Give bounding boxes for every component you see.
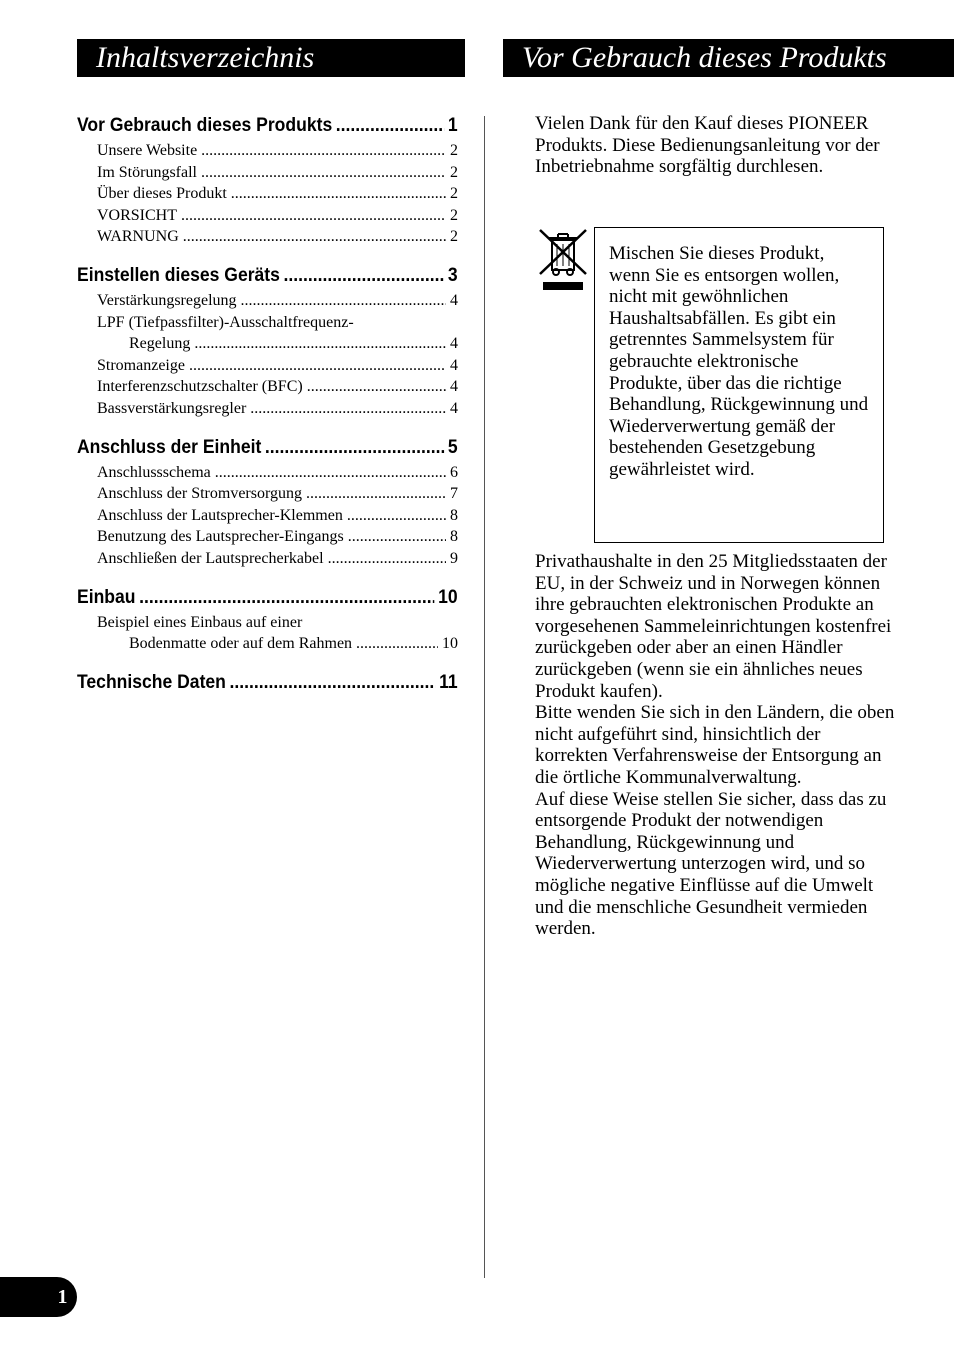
toc-leader-dots xyxy=(336,112,445,138)
toc-entry[interactable] xyxy=(77,140,458,162)
toc-title-label: Anschluss der Einheit xyxy=(77,435,262,458)
toc-entry[interactable] xyxy=(77,355,458,377)
toc-entry-page: 4 xyxy=(450,399,458,417)
toc-entry[interactable] xyxy=(77,526,458,548)
table-of-contents xyxy=(77,112,458,697)
toc-entry-label: Interferenzschutzschalter (BFC) xyxy=(97,378,303,396)
toc-leader-dots xyxy=(201,140,446,162)
toc-title-label: Einbau xyxy=(77,585,136,608)
toc-leader-dots xyxy=(348,526,446,548)
toc-leader-dots xyxy=(250,398,446,420)
toc-section xyxy=(77,262,458,420)
toc-leader-dots xyxy=(347,505,446,527)
toc-page-number: 1 xyxy=(447,114,458,136)
toc-leader-dots xyxy=(229,669,435,695)
toc-entry-page: 7 xyxy=(450,485,458,503)
toc-section xyxy=(77,434,458,570)
toc-leader-dots xyxy=(241,290,446,312)
body-paragraph-2: Bitte wenden Sie sich in den Ländern, die oben nicht aufgeführt sind, hinsichtlich der korrekten Verfahrensweise der Entsorgung an die örtliche Kommunalverwaltung. xyxy=(535,702,895,788)
weee-bin-icon xyxy=(536,226,590,292)
toc-title-label: Technische Daten xyxy=(77,670,226,693)
toc-entry-page: 4 xyxy=(450,291,458,309)
toc-entry[interactable] xyxy=(77,226,458,248)
section-header: Vor Gebrauch dieses Produkts xyxy=(503,39,954,77)
column-divider xyxy=(484,116,485,1278)
toc-leader-dots xyxy=(265,434,444,460)
toc-entry-label: Verstärkungsregelung xyxy=(97,291,237,309)
toc-entry-page: 2 xyxy=(450,206,458,224)
toc-leader-dots xyxy=(215,462,446,484)
toc-section-title[interactable] xyxy=(77,434,458,460)
toc-entry-label: Bodenmatte oder auf dem Rahmen xyxy=(129,635,353,653)
toc-page-number: 5 xyxy=(447,435,458,458)
toc-entry-page: 10 xyxy=(442,635,458,653)
toc-section-title[interactable] xyxy=(77,112,458,138)
toc-entry[interactable] xyxy=(77,290,458,312)
toc-page-number: 3 xyxy=(447,263,458,286)
toc-entry-label: VORSICHT xyxy=(97,206,178,224)
toc-leader-dots xyxy=(328,548,446,570)
toc-entry-label: Anschließen der Lautsprecherkabel xyxy=(97,549,324,567)
toc-section xyxy=(77,584,458,655)
toc-leader-dots xyxy=(189,355,446,377)
toc-leader-dots xyxy=(307,376,446,398)
disposal-body xyxy=(535,551,895,940)
toc-leader-dots xyxy=(181,205,446,227)
toc-entry[interactable] xyxy=(77,398,458,420)
toc-entry-label: LPF (Tiefpassfilter)-Ausschaltfrequenz- xyxy=(97,313,354,331)
toc-entry-label: Anschluss der Stromversorgung xyxy=(97,485,303,503)
toc-entry[interactable] xyxy=(77,183,458,205)
toc-leader-dots xyxy=(194,333,446,355)
toc-leader-dots xyxy=(201,162,446,184)
toc-entry-label: Unsere Website xyxy=(97,142,198,159)
intro-paragraph xyxy=(535,113,895,178)
toc-entry-label: Regelung xyxy=(129,335,191,353)
toc-page-number: 10 xyxy=(438,585,458,608)
toc-entry[interactable] xyxy=(77,505,458,527)
toc-title-label: Vor Gebrauch dieses Produkts xyxy=(77,114,333,136)
toc-entry-page: 6 xyxy=(450,463,458,481)
toc-leader-dots xyxy=(356,633,438,655)
toc-entry-page: 2 xyxy=(450,163,458,181)
toc-entry-page: 9 xyxy=(450,549,458,567)
toc-entry-page: 4 xyxy=(450,356,458,374)
toc-leader-dots xyxy=(139,584,434,610)
toc-section-title[interactable] xyxy=(77,584,458,610)
toc-leader-dots xyxy=(231,183,446,205)
toc-entry[interactable] xyxy=(77,462,458,484)
intro-text: Vielen Dank für den Kauf dieses PIONEER Produkts. Diese Bedienungsanleitung vor der Inbetriebnahme sorgfältig durchlesen. xyxy=(535,113,880,178)
toc-entry[interactable] xyxy=(77,612,458,634)
toc-entry[interactable] xyxy=(77,312,458,334)
toc-entry-label: Bassverstärkungsregler xyxy=(97,399,247,417)
toc-entry-page: 8 xyxy=(450,528,458,546)
toc-title-label: Einstellen dieses Geräts xyxy=(77,263,280,286)
body-paragraph-1: Privathaushalte in den 25 Mitgliedsstaaten der EU, in der Schweiz und in Norwegen können ihre gebrauchten elektronischen Produkte an vorgesehenen Sammeleinrichtungen kostenfrei zurückgeben oder aber an einen Händler zurückgeben (wenn sie ein ähnliches neues Produkt kaufen). xyxy=(535,551,892,702)
toc-entry-page: 2 xyxy=(450,142,458,159)
disposal-notice-box xyxy=(594,227,884,543)
toc-entry[interactable] xyxy=(77,333,458,355)
toc-entry-label: Anschluss der Lautsprecher-Klemmen xyxy=(97,506,343,524)
toc-entry-label: WARNUNG xyxy=(97,228,179,246)
toc-entry-page: 8 xyxy=(450,506,458,524)
toc-leader-dots xyxy=(183,226,446,248)
body-paragraph-3: Auf diese Weise stellen Sie sicher, dass das zu entsorgende Produkt der notwendigen Behandlung, Rückgewinnung und Wiederverwertung unterzogen wird, und so mögliche negative Einflüsse auf die Umwelt und die menschliche Gesundheit vermieden werden. xyxy=(535,788,887,940)
toc-entry-label: Im Störungsfall xyxy=(97,163,197,181)
toc-leader-dots xyxy=(306,483,446,505)
toc-entry-page: 4 xyxy=(450,335,458,353)
toc-entry-page: 2 xyxy=(450,228,458,246)
disposal-notice-text: Mischen Sie dieses Produkt, wenn Sie es entsorgen wollen, nicht mit gewöhnlichen Haushaltsabfällen. Es gibt ein getrenntes Sammelsystem für gebrauchte elektronische Produkte, über das die richtige Behandlung, Rückgewinnung und Wiederverwertung gemäß der bestehenden Gesetzgebung gewährleistet wird. xyxy=(609,243,869,480)
toc-section-title[interactable] xyxy=(77,262,458,288)
toc-page-number: 11 xyxy=(439,670,458,693)
toc-header: Inhaltsverzeichnis xyxy=(77,39,465,77)
toc-entry[interactable] xyxy=(77,205,458,227)
toc-entry[interactable] xyxy=(77,162,458,184)
toc-entry[interactable] xyxy=(77,633,458,655)
toc-leader-dots xyxy=(284,262,445,288)
toc-entry-label: Stromanzeige xyxy=(97,356,185,374)
toc-section-title[interactable] xyxy=(77,669,458,695)
toc-entry[interactable] xyxy=(77,548,458,570)
toc-entry-label: Über dieses Produkt xyxy=(97,185,227,203)
toc-entry-page: 4 xyxy=(450,378,458,396)
toc-entry-label: Anschlussschema xyxy=(97,463,211,481)
toc-section xyxy=(77,112,458,248)
toc-entry-label: Beispiel eines Einbaus auf einer xyxy=(97,613,303,631)
toc-entry[interactable] xyxy=(77,376,458,398)
page-number: 1 xyxy=(0,1277,77,1317)
toc-section xyxy=(77,669,458,695)
toc-entry[interactable] xyxy=(77,483,458,505)
toc-entry-page: 2 xyxy=(450,185,458,203)
toc-entry-label: Benutzung des Lautsprecher-Eingangs xyxy=(97,528,344,546)
